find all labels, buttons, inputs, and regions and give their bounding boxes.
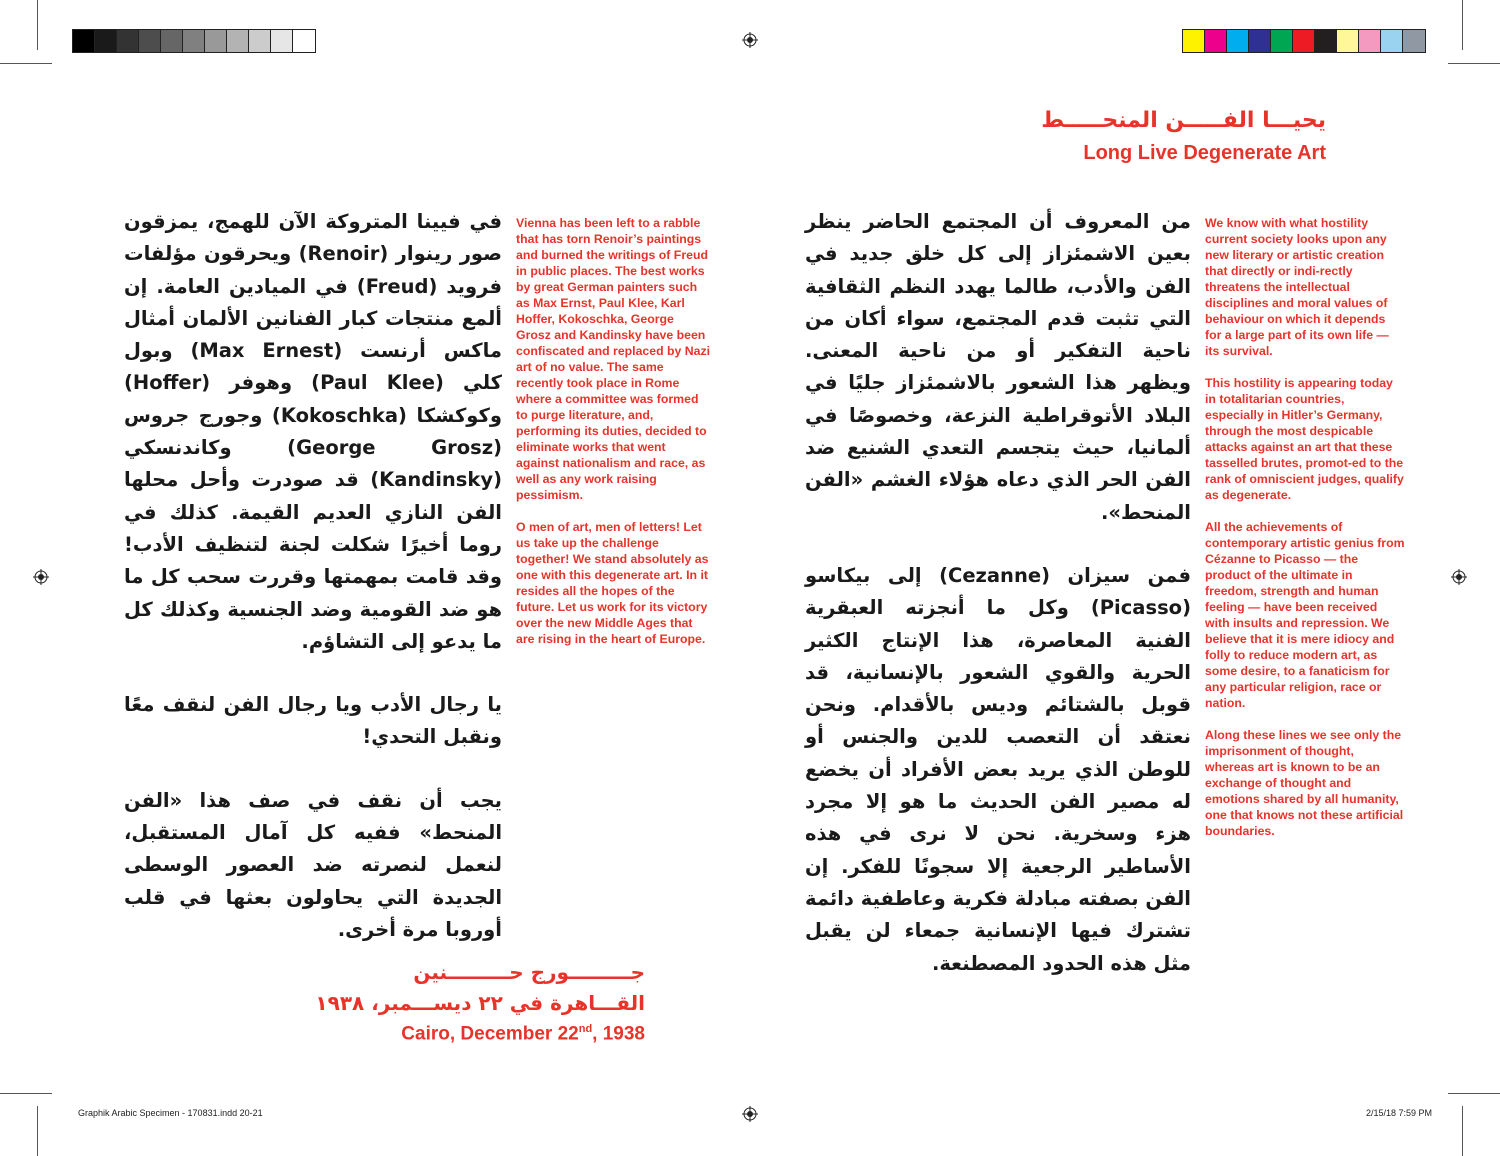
crop-mark xyxy=(1462,0,1463,50)
signature-name-arabic: جـــــــــورج حـــــــــنين xyxy=(413,960,645,984)
color-swatch xyxy=(1337,30,1359,52)
gray-swatch xyxy=(139,30,161,52)
color-swatch xyxy=(1249,30,1271,52)
color-swatch xyxy=(1271,30,1293,52)
gray-swatch xyxy=(271,30,293,52)
crop-mark xyxy=(1462,1106,1463,1156)
right-english-column xyxy=(1205,215,1405,855)
gray-swatch xyxy=(249,30,271,52)
crop-mark xyxy=(1448,1093,1500,1094)
gray-swatch xyxy=(205,30,227,52)
registration-mark-icon xyxy=(742,32,758,48)
print-timestamp: 2/15/18 7:59 PM xyxy=(1365,1108,1432,1118)
color-swatch xyxy=(1183,30,1205,52)
grayscale-bar xyxy=(72,29,316,53)
arabic-paragraph: من المعروف أن المجتمع الحاضر ينظر بعين الاشمئزاز إلى كل خلق جديد في الفن والأدب، طالما يهدد النظم الثقافية التي تثبت قدم المجتمع، سواء أكان من ناحية التفكير أو من ناحية المعنى. ويظهر هذا الشعور بالاشمئزاز جليًا في البلاد الأتوقراطية النزعة، وخصوصًا في ألمانيا، حيث يتجسم التعدي الشنيع ضد الفن الحر الذي دعاه هؤلاء الغشم «الفن المنحط». xyxy=(805,210,1191,524)
english-paragraph: All the achievements of contemporary artistic genius from Cézanne to Picasso — the product of the ultimate in freedom, strength and human feeling — have been received with insults and repression. We believe that it is mere idiocy and folly to reduce modern art, as some desire, to a fanaticism for any particular religion, race or nation. xyxy=(1205,520,1405,710)
gray-swatch xyxy=(117,30,139,52)
arabic-paragraph: في فيينا المتروكة الآن للهمج، يمزقون صور رينوار (Renoir) ويحرقون مؤلفات فرويد (Freud) في الميادين العامة. إن ألمع منتجات كبار الفنانين الألمان أمثال ماكس أرنست (Max Ernest) وبول كلي (Paul Klee) وهوفر (Hoffer) وكوكشكا (Kokoschka) وجورج جروس (George Grosz) وكاندنسكي (Kandinsky) قد صودرت وأحل محلها الفن النازي العديم القيمة. كذلك في روما أخيرًا شكلت لجنة لتنظيف الأدب! وقد قامت بمهمتها وقررت سحب كل ما هو ضد القومية وضد الجنسية وكذلك كل ما يدعو إلى التشاؤم. xyxy=(124,210,503,653)
arabic-paragraph: فمن سيزان (Cezanne) إلى بيكاسو (Picasso) وكل ما أنجزته العبقرية الفنية المعاصرة، هذا الإنتاج الكثير الحرية والقوي الشعور بالإنسانية، قد قوبل بالشتائم وديس بالأقدام. ونحن نعتقد أن التعصب للدين والجنس أو للوطن الذي يريد بعض الأفراد أن يخضع له مصير الفن الحديث ما هو إلا مجرد هزء وسخرية. نحن لا نرى في هذه الأساطير الرجعية إلا سجونًا للفكر. إن الفن بصفته مبادلة فكرية وعاطفية دائمة تشترك فيها الإنسانية جمعاء لن يقبل مثل هذه الحدود المصطنعة. xyxy=(805,563,1191,975)
file-slug: Graphik Arabic Specimen - 170831.indd 20-21 xyxy=(78,1108,263,1118)
signature-date-english xyxy=(401,1023,645,1045)
color-swatch xyxy=(1359,30,1381,52)
crop-mark xyxy=(0,1093,52,1094)
date-text: Cairo, December 22 xyxy=(401,1023,579,1045)
color-swatch xyxy=(1315,30,1337,52)
color-swatch xyxy=(1227,30,1249,52)
registration-mark-icon xyxy=(742,1106,758,1122)
date-ordinal: nd xyxy=(578,1023,593,1035)
left-arabic-column xyxy=(124,206,502,946)
registration-mark-icon xyxy=(33,569,49,585)
gray-swatch xyxy=(73,30,95,52)
crop-mark xyxy=(37,1106,38,1156)
right-arabic-column xyxy=(805,206,1191,980)
english-paragraph: O men of art, men of letters! Let us take up the challenge together! We stand absolutely as one with this degenerate art. In it resides all the hopes of the future. Let us work for its victory over the new Middle Ages that are rising in the heart of Europe. xyxy=(516,520,709,646)
english-paragraph: We know with what hostility current society looks upon any new literary or artistic creation that directly or indi-rectly threatens the intellectual disciplines and moral values of behaviour on which it depends for a large part of its own life — its survival. xyxy=(1205,216,1389,358)
gray-swatch xyxy=(161,30,183,52)
date-year: , 1938 xyxy=(592,1023,645,1045)
color-swatch xyxy=(1205,30,1227,52)
gray-swatch xyxy=(95,30,117,52)
english-paragraph: This hostility is appearing today in totalitarian countries, especially in Hitler’s Germany, through the most despicable attacks against an art that these tasselled brutes, promot-ed to the rank of omniscient judges, qualify as degenerate. xyxy=(1205,376,1404,502)
left-english-column xyxy=(516,215,712,663)
color-swatch xyxy=(1403,30,1425,52)
english-paragraph: Along these lines we see only the imprisonment of thought, whereas art is known to be an exchange of thought and emotions shared by all humanity, one that knows not these artificial boundaries. xyxy=(1205,728,1404,838)
arabic-paragraph: يجب أن نقف في صف هذا «الفن المنحط» ففيه كل آمال المستقبل، لنعمل لنصرته ضد العصور الوسطى الجديدة التي يحاولون بعثها في قلب أوروبا مرة أخرى. xyxy=(124,788,502,941)
arabic-paragraph: يا رجال الأدب ويا رجال الفن لنقف معًا ونقبل التحدي! xyxy=(124,693,502,749)
registration-mark-icon xyxy=(1451,569,1467,585)
gray-swatch xyxy=(227,30,249,52)
color-swatch xyxy=(1381,30,1403,52)
title-arabic: يحيـــا الفـــــن المنحـــــط xyxy=(1041,108,1326,133)
english-paragraph: Vienna has been left to a rabble that has torn Renoir’s paintings and burned the writings of Freud in public places. The best works by great German painters such as Max Ernst, Paul Klee, Karl Hoffer, Kokoschka, George Grosz and Kandinsky have been confiscated and replaced by Nazi art of no value. The same recently took place in Rome where a committee was formed to purge literature, and, performing its duties, decided to eliminate works that went against nationalism and race, as well as any work raising pessimism. xyxy=(516,216,711,502)
crop-mark xyxy=(0,63,52,64)
color-swatch xyxy=(1293,30,1315,52)
color-bar xyxy=(1182,29,1426,53)
gray-swatch xyxy=(183,30,205,52)
crop-mark xyxy=(1448,63,1500,64)
title-english: Long Live Degenerate Art xyxy=(1083,142,1326,164)
crop-mark xyxy=(37,0,38,50)
signature-date-arabic: القـــاهرة في ٢٢ ديســـمبر، ١٩٣٨ xyxy=(315,991,645,1015)
gray-swatch xyxy=(293,30,315,52)
